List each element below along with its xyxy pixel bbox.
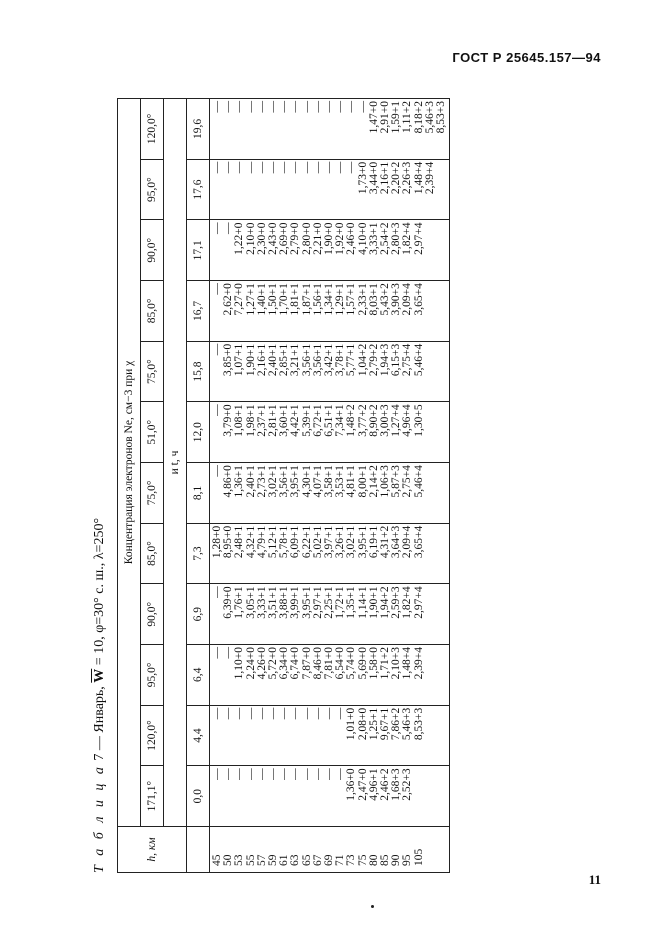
- caption-month: — Январь,: [92, 682, 107, 754]
- t-header-4: 7,3: [187, 523, 210, 584]
- caption-prefix: Т а б л и ц а: [92, 764, 107, 873]
- data-column-values: — — — — — — — — — — — — — — 1,47+0 2,91+0 1,59+1 1,11+2 8,18+2 5,46+3 8,53+3: [211, 101, 448, 134]
- t-header-0: 0,0: [187, 766, 210, 827]
- chi-header-7: 75,0°: [141, 341, 164, 402]
- t-header-11: 19,6: [187, 99, 210, 160]
- data-column-values: — 6,39+0 1,76+1 3,05+1 3,33+1 3,51+1 3,88+1 3,99+1 3,95+1 2,97+1 2,25+1 1,72+1 1,35+1 1,14+1 1,90+1 1,94+2 2,59+3 1,82+4 2,97+4: [211, 586, 425, 619]
- data-column-9: [210, 220, 450, 281]
- data-column-values: 1,28+0 8,95+0 2,48+1 4,32+1 4,79+1 5,12+1 5,78+1 6,09+1 6,22+1 5,02+1 3,97+1 3,26+1 3,02+1 3,95+1 6,19+1 4,31+2 3,64+3 2,09+4 3,65+4: [211, 525, 425, 559]
- time-header: и t, ч: [164, 99, 187, 827]
- data-column-values: — — 1,22+0 2,10+0 2,30+0 2,43+0 2,69+0 2,79+0 2,80+0 2,21+0 1,90+0 1,92+0 2,46+0 4,10+0 3,33+1 2,54+2 2,80+3 1,82+4 2,97+4: [211, 222, 425, 255]
- chi-header-10: 95,0°: [141, 159, 164, 220]
- chi-header-11: 120,0°: [141, 99, 164, 160]
- data-column-values: — 3,85+0 1,07+1 1,90+1 2,16+1 2,40+1 2,85+1 3,21+1 3,56+1 3,56+1 3,42+1 3,78+1 5,77+1 1,04+2 2,79+2 1,94+3 6,15+3 2,75+4 5,46+4: [211, 343, 425, 377]
- chi-header-2: 95,0°: [141, 645, 164, 706]
- data-column-4: [210, 523, 450, 584]
- caption-w: $\overline{W}$: [92, 668, 107, 683]
- data-column-values: — — — — — — — — — — — — — 1,73+0 3,44+0 2,16+1 2,20+2 2,26+3 1,48+4 2,39+4: [211, 161, 436, 195]
- data-column-11: [210, 99, 450, 160]
- t-header-7: 15,8: [187, 341, 210, 402]
- t-header-3: 6,9: [187, 584, 210, 645]
- stray-dot: [371, 905, 374, 908]
- column-header-h: h, км: [118, 827, 187, 873]
- t-header-10: 17,6: [187, 159, 210, 220]
- data-column-7: [210, 341, 450, 402]
- data-column-values: — 3,79+0 1,08+1 1,98+1 2,37+1 2,81+1 3,60+1 4,42+1 5,39+1 6,72+1 6,51+1 7,34+1 1,48+2 3,77+2 8,90+2 3,00+3 1,27+4 4,96+4 1,30+5: [211, 404, 425, 437]
- electron-concentration-table: [117, 98, 450, 873]
- chi-header-5: 75,0°: [141, 463, 164, 524]
- t-header-1: 4,4: [187, 705, 210, 766]
- data-column-values: — 4,86+0 1,36+1 2,40+1 2,73+1 3,02+1 3,56+1 3,95+1 4,30+1 4,07+1 3,58+1 3,53+1 4,81+1 8,00+1 2,14+2 1,06+3 5,87+3 2,75+4 5,46+4: [211, 465, 425, 498]
- data-column-values: — — 1,10+0 2,24+0 4,26+0 5,72+0 6,34+0 6,74+0 7,87+0 8,46+0 7,81+0 6,54+0 5,74+0 5,69+0 1,58+0 1,71+2 2,10+3 1,48+4 2,39+4: [211, 647, 425, 680]
- chi-header-9: 90,0°: [141, 220, 164, 281]
- chi-header-1: 120,0°: [141, 705, 164, 766]
- data-column-5: [210, 463, 450, 524]
- data-column-10: [210, 159, 450, 220]
- caption-params: = 10, φ=30° с. ш., λ=250°: [92, 517, 107, 669]
- t-header-9: 17,1: [187, 220, 210, 281]
- data-column-6: [210, 402, 450, 463]
- data-column-values: — 2,62+0 7,27+0 1,27+1 1,40+1 1,50+1 1,70+1 1,81+1 1,87+1 1,56+1 1,34+1 1,29+1 1,57+1 2,33+1 8,03+1 5,43+2 3,90+3 2,09+4 3,65+4: [211, 283, 425, 316]
- data-column-2: [210, 645, 450, 706]
- t-header-spacer: [187, 827, 210, 873]
- caption-number: 7: [92, 753, 107, 761]
- rotated-table-block: [85, 98, 525, 873]
- data-column-3: [210, 584, 450, 645]
- data-column-values: — — — — — — — — — — — — 1,01+0 2,08+0 1,25+1 9,67+1 7,86+2 5,46+3 8,53+3: [211, 707, 425, 741]
- t-header-5: 8,1: [187, 463, 210, 524]
- data-column-1: [210, 705, 450, 766]
- chi-header-4: 85,0°: [141, 523, 164, 584]
- t-header-2: 6,4: [187, 645, 210, 706]
- t-header-8: 16,7: [187, 281, 210, 342]
- t-header-6: 12,0: [187, 402, 210, 463]
- standard-header: ГОСТ Р 25645.157—94: [452, 50, 601, 65]
- chi-header-8: 85,0°: [141, 281, 164, 342]
- data-column-0: [210, 766, 450, 827]
- page-number: 11: [588, 872, 601, 887]
- heights-cell: 45 50 53 55 57 59 61 63 65 67 69 71 73 75 80 85 90 95 105: [210, 827, 450, 873]
- chi-header-6: 51,0°: [141, 402, 164, 463]
- data-column-8: [210, 281, 450, 342]
- chi-header-0: 171,1°: [141, 766, 164, 827]
- data-column-values: — — — — — — — — — — — — 1,36+0 2,47+0 4,96+1 2,46+2 1,68+3 2,52+3: [211, 768, 414, 801]
- table-caption: [85, 98, 115, 873]
- concentration-header: Концентрация электронов Ne, см−3 при χ: [118, 99, 141, 827]
- chi-header-3: 90,0°: [141, 584, 164, 645]
